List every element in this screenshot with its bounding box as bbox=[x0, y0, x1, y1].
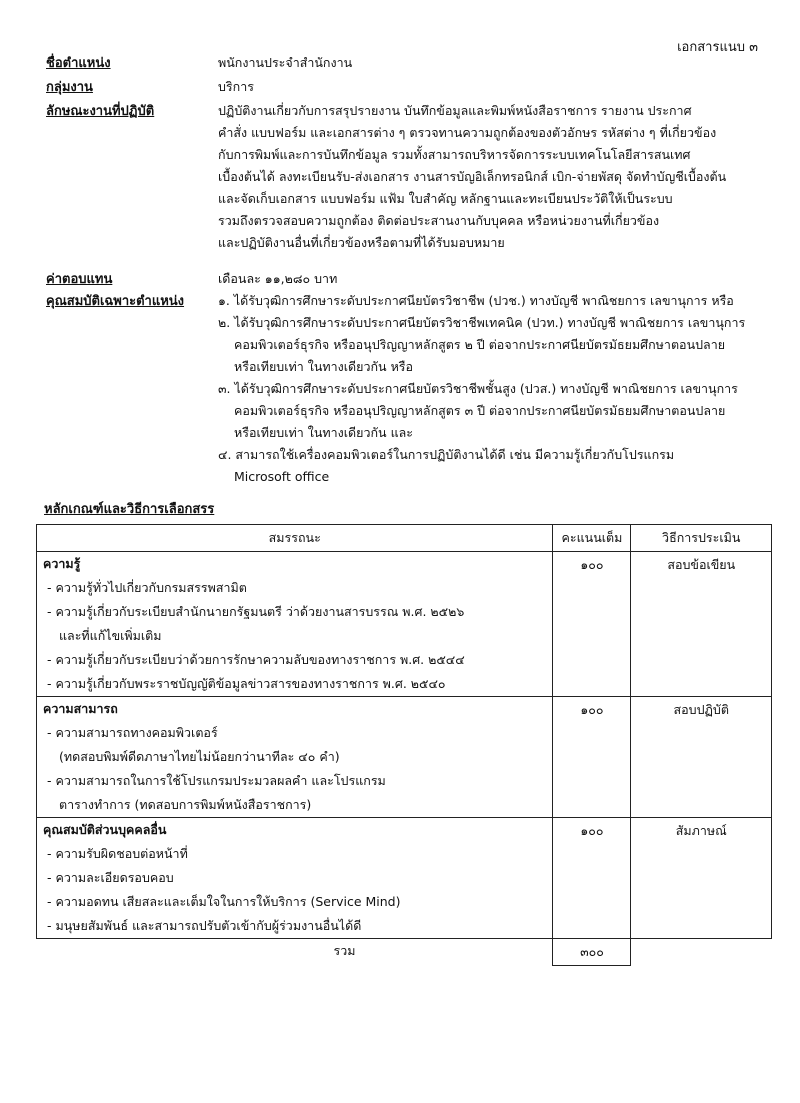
list-item: - ความอดทน เสียสละและเต็มใจในการให้บริการ (Service Mind) bbox=[47, 894, 401, 909]
duties-line: คำสั่ง แบบฟอร์ม และเอกสารต่าง ๆ ตรวจทานความถูกต้องของตัวอักษร รหัสต่าง ๆ ที่เกี่ยวข้อง bbox=[218, 125, 717, 140]
header-full-score: คะแนนเต็ม bbox=[553, 525, 631, 552]
qualification-line: ๔. สามารถใช้เครื่องคอมพิวเตอร์ในการปฏิบัติงานได้ดี เช่น มีความรู้เกี่ยวกับโปรแกรม bbox=[218, 447, 675, 462]
duties-text bbox=[218, 100, 778, 254]
table-row bbox=[37, 697, 772, 818]
compensation-value: เดือนละ ๑๑,๒๘๐ บาท bbox=[218, 271, 338, 286]
duties-line: เบื้องต้นได้ ลงทะเบียนรับ-ส่งเอกสาร งานสารบัญอิเล็กทรอนิกส์ เบิก-จ่ายพัสดุ จัดทำบัญชีเบื้องต้น bbox=[218, 169, 727, 184]
score-value: ๑๐๐ bbox=[580, 702, 604, 717]
score-value: ๑๐๐ bbox=[580, 557, 604, 572]
list-item: - ความรู้เกี่ยวกับระเบียบว่าด้วยการรักษาความลับของทางราชการ พ.ศ. ๒๕๔๔ bbox=[47, 652, 465, 667]
position-value: พนักงานประจำสำนักงาน bbox=[218, 55, 353, 70]
attachment-label: เอกสารแนบ ๓ bbox=[677, 40, 758, 55]
list-item: (ทดสอบพิมพ์ดีดภาษาไทยไม่น้อยกว่านาทีละ ๔๐ คำ) bbox=[59, 749, 340, 764]
total-label: รวม bbox=[333, 943, 356, 958]
group-label: กลุ่มงาน bbox=[46, 80, 93, 95]
method-value: สอบปฏิบัติ bbox=[673, 702, 729, 717]
list-item: - ความรู้ทั่วไปเกี่ยวกับกรมสรรพสามิต bbox=[47, 580, 247, 595]
group-value: บริการ bbox=[218, 79, 254, 94]
list-item: - ความละเอียดรอบคอบ bbox=[47, 870, 174, 885]
qualification-line: คอมพิวเตอร์ธุรกิจ หรืออนุปริญญาหลักสูตร ๓ ปี ต่อจากประกาศนียบัตรมัธยมศึกษาตอนปลาย bbox=[234, 403, 726, 418]
group-title: คุณสมบัติส่วนบุคคลอื่น bbox=[43, 822, 167, 837]
group-knowledge bbox=[37, 552, 553, 697]
duties-line: ปฏิบัติงานเกี่ยวกับการสรุปรายงาน บันทึกข้อมูลและพิมพ์หนังสือราชการ รายงาน ประกาศ bbox=[218, 103, 692, 118]
header-competency: สมรรถนะ bbox=[37, 525, 553, 552]
group-personal bbox=[37, 818, 553, 939]
selection-table bbox=[36, 524, 772, 966]
compensation-label: ค่าตอบแทน bbox=[46, 272, 113, 287]
selection-title: หลักเกณฑ์และวิธีการเลือกสรร bbox=[44, 502, 215, 517]
list-item: และที่แก้ไขเพิ่มเติม bbox=[59, 628, 162, 643]
position-label: ชื่อตำแหน่ง bbox=[46, 56, 111, 71]
list-item: - ความรับผิดชอบต่อหน้าที่ bbox=[47, 846, 188, 861]
group-ability bbox=[37, 697, 553, 818]
method-value: สัมภาษณ์ bbox=[675, 823, 727, 838]
method-value: สอบข้อเขียน bbox=[667, 557, 736, 572]
header-method: วิธีการประเมิน bbox=[631, 525, 772, 552]
qualification-line: ๒. ได้รับวุฒิการศึกษาระดับประกาศนียบัตรวิชาชีพเทคนิค (ปวท.) ทางบัญชี พาณิชยการ เลขานุการ bbox=[218, 315, 746, 330]
duties-line: และปฏิบัติงานอื่นที่เกี่ยวข้องหรือตามที่ได้รับมอบหมาย bbox=[218, 235, 505, 250]
duties-line: รวมถึงตรวจสอบความถูกต้อง ติดต่อประสานงานกับบุคคล หรือหน่วยงานที่เกี่ยวข้อง bbox=[218, 213, 660, 228]
score-value: ๑๐๐ bbox=[580, 823, 604, 838]
qualification-line: ๓. ได้รับวุฒิการศึกษาระดับประกาศนียบัตรวิชาชีพชั้นสูง (ปวส.) ทางบัญชี พาณิชยการ เลขานุการ bbox=[218, 381, 738, 396]
table-header-row bbox=[37, 525, 772, 552]
total-score: ๓๐๐ bbox=[580, 944, 604, 959]
qualification-line: ๑. ได้รับวุฒิการศึกษาระดับประกาศนียบัตรวิชาชีพ (ปวช.) ทางบัญชี พาณิชยการ เลขานุการ หรือ bbox=[218, 293, 734, 308]
group-title: ความสามารถ bbox=[43, 701, 118, 716]
list-item: - ความรู้เกี่ยวกับพระราชบัญญัติข้อมูลข่าวสารของทางราชการ พ.ศ. ๒๕๔๐ bbox=[47, 676, 446, 691]
qualification-line: หรือเทียบเท่า ในทางเดียวกัน หรือ bbox=[234, 359, 414, 374]
qualifications-label: คุณสมบัติเฉพาะตำแหน่ง bbox=[46, 294, 185, 309]
table-row bbox=[37, 552, 772, 697]
group-title: ความรู้ bbox=[43, 556, 81, 571]
duties-label: ลักษณะงานที่ปฏิบัติ bbox=[46, 104, 155, 119]
list-item: - ความรู้เกี่ยวกับระเบียบสำนักนายกรัฐมนตรี ว่าด้วยงานสารบรรณ พ.ศ. ๒๕๒๖ bbox=[47, 604, 465, 619]
duties-line: กับการพิมพ์และการบันทึกข้อมูล รวมทั้งสามารถบริหารจัดการระบบเทคโนโลยีสารสนเทศ bbox=[218, 147, 691, 162]
qualification-line: หรือเทียบเท่า ในทางเดียวกัน และ bbox=[234, 425, 413, 440]
qualifications-list bbox=[218, 290, 778, 488]
total-row bbox=[37, 939, 772, 966]
list-item: ตารางทำการ (ทดสอบการพิมพ์หนังสือราชการ) bbox=[59, 797, 312, 812]
list-item: - ความสามารถทางคอมพิวเตอร์ bbox=[47, 725, 218, 740]
duties-line: และจัดเก็บเอกสาร แบบฟอร์ม แฟ้ม ใบสำคัญ หลักฐานและทะเบียนประวัติให้เป็นระบบ bbox=[218, 191, 673, 206]
list-item: - ความสามารถในการใช้โปรแกรมประมวลผลคำ และโปรแกรม bbox=[47, 773, 386, 788]
table-row bbox=[37, 818, 772, 939]
qualification-line: คอมพิวเตอร์ธุรกิจ หรืออนุปริญญาหลักสูตร ๒ ปี ต่อจากประกาศนียบัตรมัธยมศึกษาตอนปลาย bbox=[234, 337, 726, 352]
qualification-line: Microsoft office bbox=[234, 469, 330, 484]
list-item: - มนุษยสัมพันธ์ และสามารถปรับตัวเข้ากับผู้ร่วมงานอื่นได้ดี bbox=[47, 918, 362, 933]
